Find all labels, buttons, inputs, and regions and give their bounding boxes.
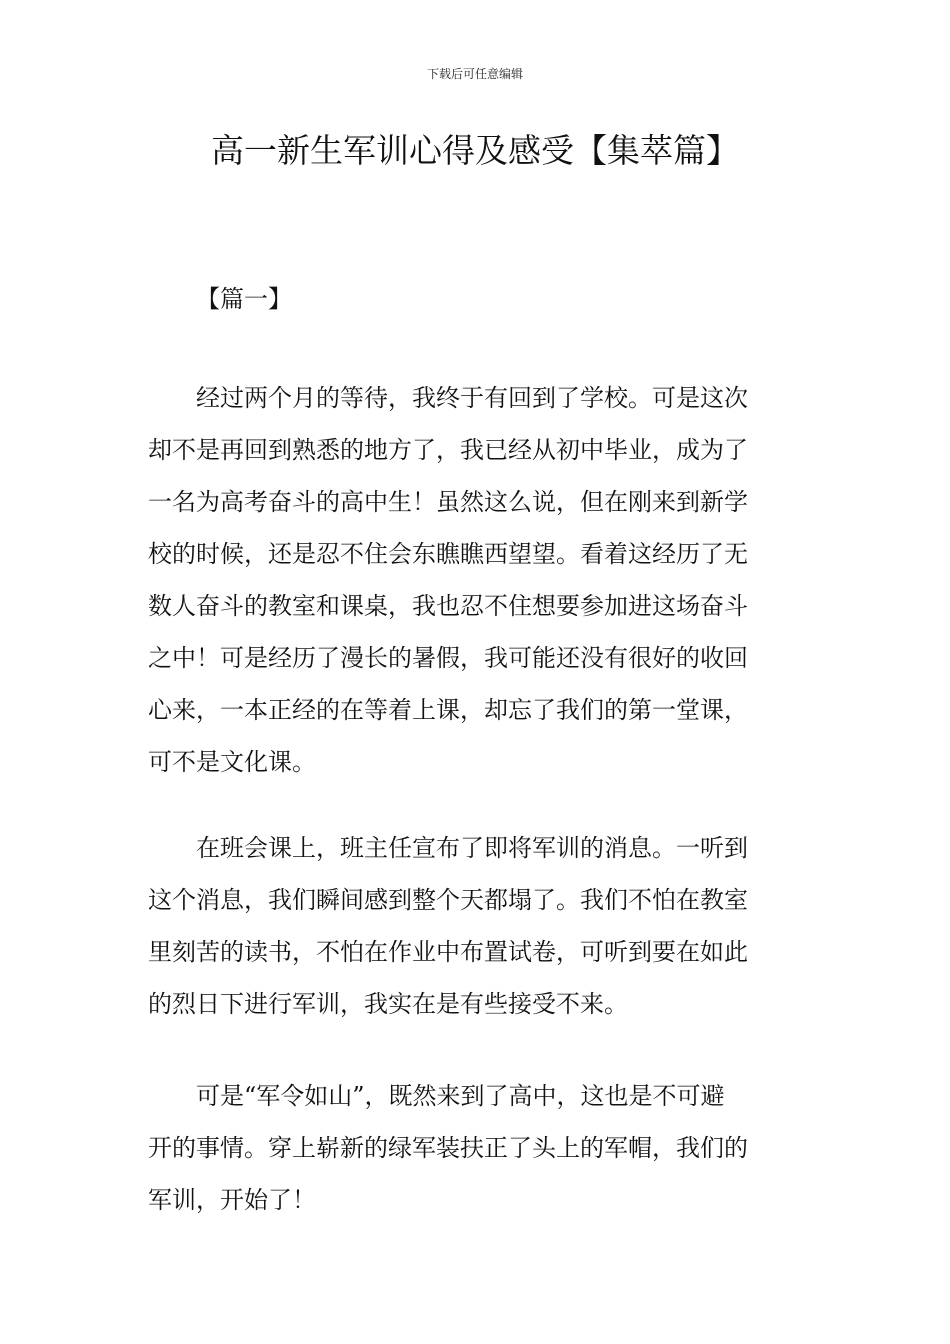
paragraph-3: [148, 1070, 808, 1226]
paragraph-line: 这个消息，我们瞬间感到整个天都塌了。我们不怕在教室: [148, 886, 748, 914]
paragraph-line: 可不是文化课。: [148, 748, 316, 776]
paragraph-2: [148, 822, 808, 1030]
paragraph-line: 心来，一本正经的在等着上课，却忘了我们的第一堂课，: [148, 696, 748, 724]
paragraph-line: 的烈日下进行军训，我实在是有些接受不来。: [148, 990, 628, 1018]
section-label: 【篇一】: [196, 285, 292, 313]
paragraph-line: 一名为高考奋斗的高中生！虽然这么说，但在刚来到新学: [148, 488, 748, 516]
paragraph-line: 经过两个月的等待，我终于有回到了学校。可是这次: [148, 384, 748, 412]
paragraph-1: [148, 372, 808, 788]
paragraph-line: 数人奋斗的教室和课桌，我也忍不住想要参加进这场奋斗: [148, 592, 748, 620]
paragraph-line: 却不是再回到熟悉的地方了，我已经从初中毕业，成为了: [148, 436, 748, 464]
paragraph-line: 在班会课上，班主任宣布了即将军训的消息。一听到: [148, 834, 748, 862]
document-title: 高一新生军训心得及感受【集萃篇】: [211, 131, 739, 170]
paragraph-line: 里刻苦的读书，不怕在作业中布置试卷，可听到要在如此: [148, 938, 748, 966]
paragraph-line: 可是“军令如山”，既然来到了高中，这也是不可避: [148, 1082, 725, 1110]
paragraph-line: 军训，开始了！: [148, 1186, 316, 1214]
paragraph-line: 校的时候，还是忍不住会东瞧瞧西望望。看着这经历了无: [148, 540, 748, 568]
paragraph-line: 开的事情。穿上崭新的绿军装扶正了头上的军帽，我们的: [148, 1134, 748, 1162]
paragraph-line: 之中！可是经历了漫长的暑假，我可能还没有很好的收回: [148, 644, 748, 672]
page-header-note: 下载后可任意编辑: [426, 67, 523, 81]
